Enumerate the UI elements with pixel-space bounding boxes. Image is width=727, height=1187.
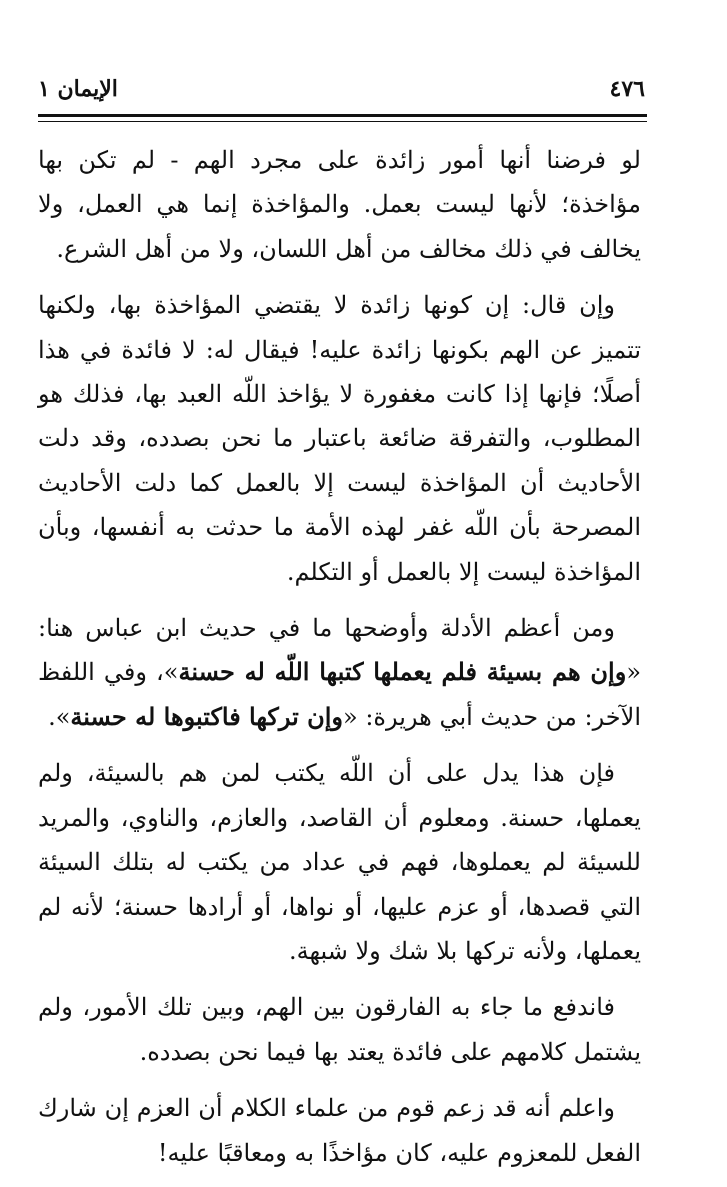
paragraph-3-middle: »، وفي اللفظ الآخر: من حديث أبي هريرة: « [38,658,641,731]
book-title: الإيمان ١ [38,76,118,102]
page-number: ٤٧٦ [609,76,645,102]
running-header [38,72,645,106]
paragraph-2: وإن قال: إن كونها زائدة لا يقتضي المؤاخذة بها، ولكنها تتميز عن الهم بكونها زائدة عليه! فيقال له: لا فائدة في هذا أصلًا؛ فإنها إذا كانت مغفورة لا يؤاخذ اللّه العبد بها، فذلك هو المطلوب، والتفرقة ضائعة باعتبار ما نحن بصدده، وقد دلت الأحاديث أن المؤاخذة ليست إلا بالعمل كما دلت الأحاديث المصرحة بأن اللّه غفر لهذه الأمة ما حدثت به أنفسها، وبأن المؤاخذة ليست إلا بالعمل أو التكلم. [38,291,641,586]
paragraph-3-end: ». [48,702,71,731]
paragraph-3-intro: ومن أعظم الأدلة وأوضحها ما في حديث ابن عباس هنا: « [38,614,641,687]
paragraph-1: لو فرضنا أنها أمور زائدة على مجرد الهم - لم تكن بها مؤاخذة؛ لأنها ليست بعمل. والمؤاخذة إنما هي العمل، ولا يخالف في ذلك مخالف من أهل اللسان، ولا من أهل الشرع. [38,146,641,263]
header-rule-thin [38,121,647,122]
paragraph-3 [38,606,641,739]
paragraph-6: واعلم أنه قد زعم قوم من علماء الكلام أن العزم إن شارك الفعل للمعزوم عليه، كان مؤاخذًا به ومعاقبًا عليه! [38,1094,641,1167]
paragraph-5: فاندفع ما جاء به الفارقون بين الهم، وبين تلك الأمور، ولم يشتمل كلامهم على فائدة يعتد بها فيما نحن بصدده. [38,993,641,1066]
paragraph-4: فإن هذا يدل على أن اللّه يكتب لمن هم بالسيئة، ولم يعملها، حسنة. ومعلوم أن القاصد، والعازم، والناوي، والمريد للسيئة لم يعملوها، فهم في عداد من يكتب له بتلك السيئة التي قصدها، أو عزم عليها، أو نواها، أو أرادها حسنة؛ لأنه لم يعملها، ولأنه تركها بلا شك ولا شبهة. [38,759,641,965]
header-rule-thick [38,114,647,117]
page-body [38,138,641,1187]
hadith-quote-2: وإن تركها فاكتبوها له حسنة [70,701,344,731]
hadith-quote-1: وإن هم بسيئة فلم يعملها كتبها اللّه له حسنة [178,657,627,687]
